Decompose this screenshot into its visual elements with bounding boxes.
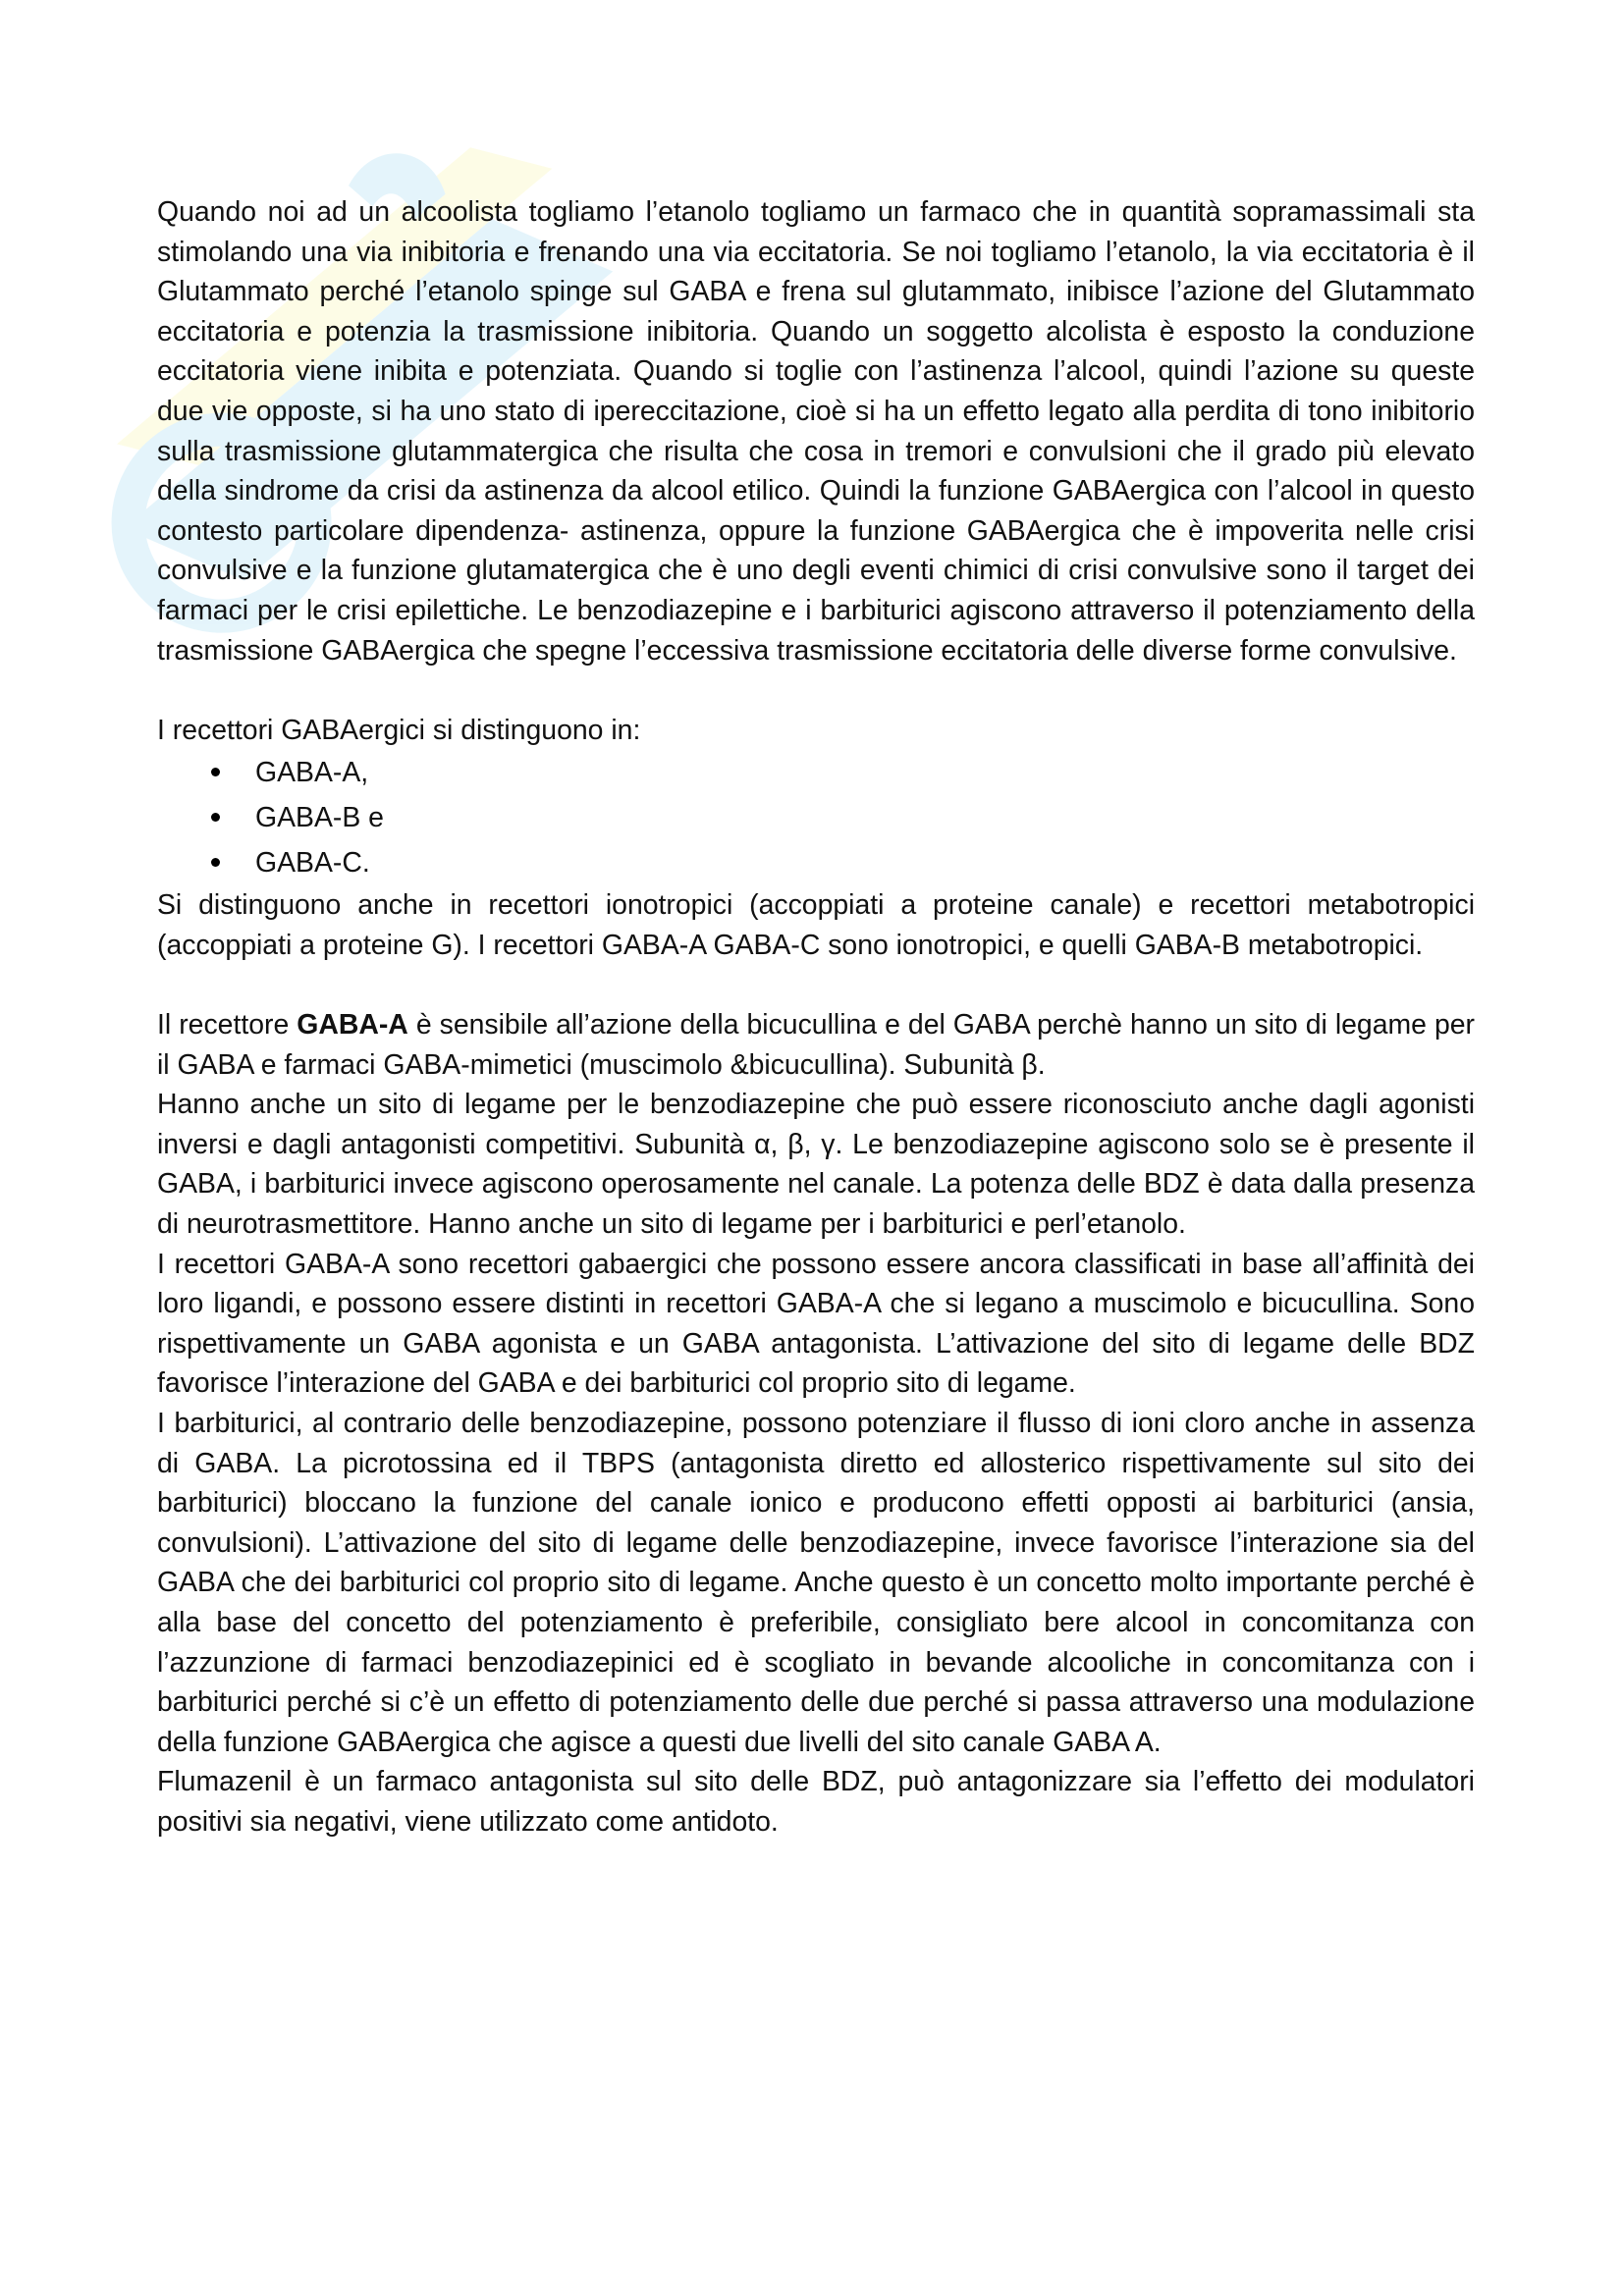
paragraph-gaba-a — [157, 1005, 1475, 1085]
receptors-intro: I recettori GABAergici si distinguono in: — [157, 714, 641, 746]
paragraph-etanolo: Quando noi ad un alcoolista togliamo l’etanolo togliamo un farmaco che in quantità sopramassimali sta stimolando una via inibitoria e frenando una via eccitatoria. Se noi togliamo l’etanolo, la via eccitatoria è il Glutammato perché l’etanolo spinge sul GABA e frena sul glutammato, inibisce l’azione del Glutammato eccitatoria e potenzia la trasmissione inibitoria. Quando un soggetto alcolista è esposto la conduzione eccitatoria viene inibita e potenziata. Quando si toglie con l’astinenza l’alcool, quindi l’azione su queste due vie opposte, si ha uno stato di ipereccitazione, cioè si ha un effetto legato alla perdita di tono inibitorio sulla trasmissione glutammatergica che risulta che cosa in tremori e convulsioni che il grado più elevato della sindrome da crisi da astinenza da alcool etilico. Quindi la funzione GABAergica con l’alcool in questo contesto particolare dipendenza- astinenza, oppure la funzione GABAergica che è impoverita nelle crisi convulsive e la funzione glutamatergica che è uno degli eventi chimici di crisi convulsive sono il target dei farmaci per le crisi epilettiche. Le benzodiazepine e i barbiturici agiscono attraverso il potenziamento della trasmissione GABAergica che spegne l’eccessiva trasmissione eccitatoria delle diverse forme convulsive. — [157, 196, 1475, 667]
list-item: GABA-B e — [255, 795, 1475, 840]
paragraph-flumazenil: Flumazenil è un farmaco antagonista sul sito delle BDZ, può antagonizzare sia l’effetto dei modulatori positivi sia negativi, viene utilizzato come antidoto. — [157, 1766, 1475, 1838]
document-body — [157, 192, 1475, 1842]
list-item: GABA-A, — [255, 750, 1475, 795]
gaba-a-prefix: Il recettore — [157, 1009, 298, 1041]
paragraph-gaba-a-classification: I recettori GABA-A sono recettori gabaergici che possono essere ancora classificati in base all’affinità dei loro ligandi, e possono essere distinti in recettori GABA-A che si legano a muscimolo e bicucullina. Sono rispettivamente un GABA agonista e un GABA antagonista. L’attivazione del sito di legame delle BDZ favorisce l’interazione del GABA e dei barbiturici col proprio sito di legame. — [157, 1248, 1475, 1400]
paragraph-ionotropici: Si distinguono anche in recettori ionotropici (accoppiati a proteine canale) e recettori metabotropici (accoppiati a proteine G). I recettori GABA-A GABA-C sono ionotropici, e quelli GABA-B metabotropici. — [157, 889, 1475, 961]
paragraph-barbiturici: I barbiturici, al contrario delle benzodiazepine, possono potenziare il flusso di ioni cloro anche in assenza di GABA. La picrotossina ed il TBPS (antagonista diretto ed allosterico rispettivamente sul sito dei barbiturici) bloccano la funzione del canale ionico e producono effetti opposti ai barbiturici (ansia, convulsioni). L’attivazione del sito di legame delle benzodiazepine, invece favorisce l’interazione sia del GABA che dei barbiturici col proprio sito di legame. Anche questo è un concetto molto importante perché è alla base del concetto del potenziamento è preferibile, consigliato bere alcool in concomitanza con l’azzunzione di farmaci benzodiazepinici ed è scogliato in bevande alcooliche in concomitanza con i barbiturici perché si c’è un effetto di potenziamento delle due perché si passa attraverso una modulazione della funzione GABAergica che agisce a questi due livelli del sito canale GABA A. — [157, 1408, 1475, 1758]
gaba-a-suffix: è sensibile all’azione della bicucullina e del GABA perchè hanno un sito di legame per il GABA e farmaci GABA-mimetici (muscimolo &bicucullina). Subunità β. — [157, 1009, 1475, 1081]
list-item: GABA-C. — [255, 840, 1475, 885]
receptor-list — [157, 750, 1475, 885]
gaba-a-term: GABA-A — [297, 1009, 408, 1041]
paragraph-benzodiazepine-site: Hanno anche un sito di legame per le benzodiazepine che può essere riconosciuto anche dagli agonisti inversi e dagli antagonisti competitivi. Subunità α, β, γ. Le benzodiazepine agiscono solo se è presente il GABA, i barbiturici invece agiscono operosamente nel canale. La potenza delle BDZ è data dalla presenza di neurotrasmettitore. Hanno anche un sito di legame per i barbiturici e perl’etanolo. — [157, 1089, 1475, 1241]
